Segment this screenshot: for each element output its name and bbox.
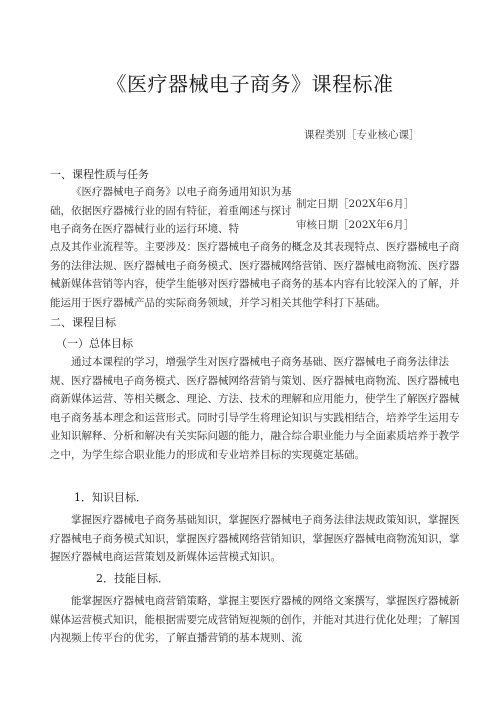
date-block (296, 195, 426, 237)
section-1-paragraph: 点及其作业流程等。主要涉及：医疗器械电子商务的概念及其表现特点、医疗器械电子商务的法律法规、医疗器械电子商务模式、医疗器械网络营销、医疗器械电商物流、医疗器械新媒体营销等内容，使学生能够对医疗器械电子商务的基本内容有比较深入的了解，并能运用于医疗器械产品的实际商务领域，并学习相关其他学科打下基础。 (50, 241, 460, 309)
knowledge-goal-heading: 1．知识目标． (74, 491, 147, 504)
section-2-paragraph: 通过本课程的学习，增强学生对医疗器械电子商务基础、医疗器械电子商务法律法规、医疗器械电子商务模式、医疗器械网络营销与策划、医疗器械电商物流、医疗器械电商新媒体运营、等相关概念、理论、方法、技术的理解和应用能力，使学生了解医疗器械电子商务基本理念和运营形式。同时引导学生将理论知识与实践相结合，培养学生运用专业知识解释、分析和解决有关实际问题的能力，融合综合职业能力与全面素质培养于教学之中，为学生综合职业能力的形成和专业培养目标的实现奠定基础。 (50, 356, 460, 461)
section-2-heading: 二、课程目标 (50, 316, 116, 329)
date-reviewed: 审核日期［202X年6月］ (296, 219, 415, 231)
course-category: 课程类别［专业核心课］ (304, 129, 420, 141)
section-1-heading: 一、课程性质与任务 (50, 168, 149, 181)
knowledge-goal-paragraph: 掌握医疗器械电子商务基础知识，掌握医疗器械电子商务法律法规政策知识，掌握医疗器械电子商务模式知识，掌握医疗器械网络营销知识，掌握医疗器械电商物流知识，掌握医疗器械电商运营策划及新媒体运营模式知识。 (50, 514, 460, 563)
date-made: 制定日期［202X年6月］ (296, 198, 415, 210)
section-2-subheading: （一）总体目标 (56, 337, 133, 350)
skill-goal-paragraph: 能掌握医疗器械电商营销策略，掌握主要医疗器械的网络文案撰写，掌握医疗器械新媒体运营模式知识，能根据需要完成营销短视频的创作，并能对其进行优化处理；了解国内视频上传平台的优劣，了解直播营销的基本规则、流 (50, 595, 460, 644)
skill-goal-heading: 2．技能目标． (96, 572, 169, 585)
document-title: 《医疗器械电子商务》课程标准 (106, 72, 394, 96)
section-1-paragraph-start: 《医疗器械电子商务》以电子商务通用知识为基础，依据医疗器械行业的固有特征，着重阐述与探讨电子商务在医疗器械行业的运行环境、特 (50, 186, 292, 235)
